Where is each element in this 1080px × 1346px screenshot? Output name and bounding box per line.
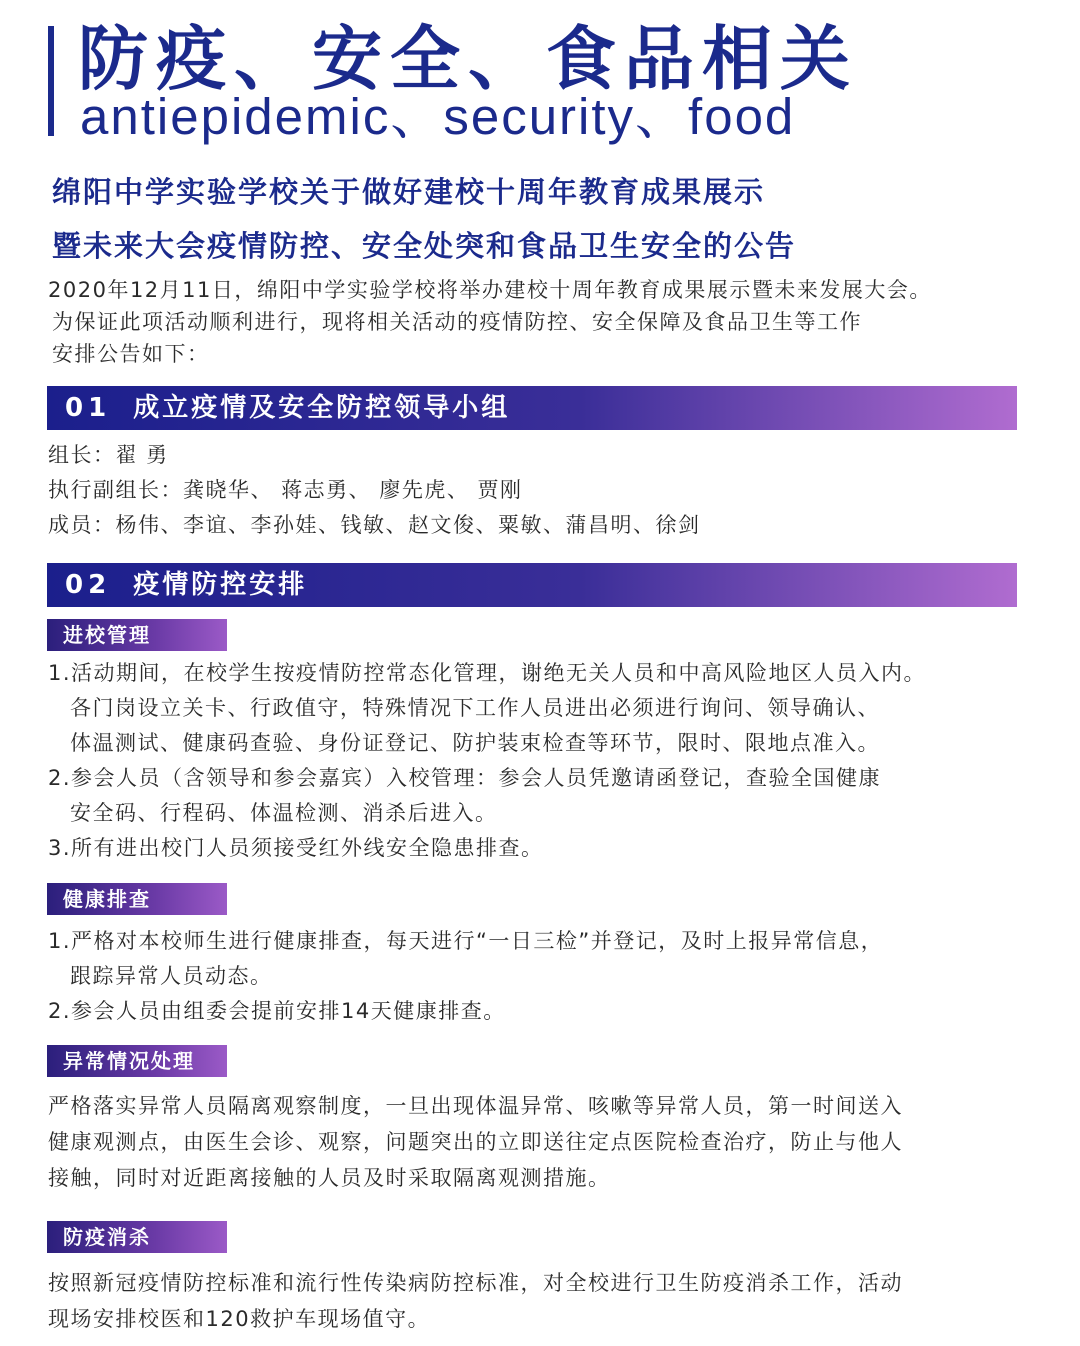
intro-paragraph <box>48 274 932 370</box>
paragraph-line: 接触，同时对近距离接触的人员及时采取隔离观测措施。 <box>48 1166 611 1190</box>
subsection-tag-abnormal: 异常情况处理 <box>47 1045 227 1077</box>
paragraph-line: 按照新冠疫情防控标准和流行性传染病防控标准，对全校进行卫生防疫消杀工作，活动 <box>48 1271 903 1295</box>
subsection-tag-entry: 进校管理 <box>47 619 227 651</box>
abnormal-paragraph <box>48 1088 903 1196</box>
list-item-cont: 跟踪异常人员动态。 <box>70 964 273 988</box>
section-number: 02 <box>65 570 112 600</box>
members-line: 成员：杨伟、李谊、李孙娃、钱敏、赵文俊、粟敏、蒲昌明、徐剑 <box>48 513 701 537</box>
intro-line: 为保证此项活动顺利进行，现将相关活动的疫情防控、安全保障及食品卫生等工作 <box>52 310 862 334</box>
list-item: 1.严格对本校师生进行健康排查，每天进行“一日三检”并登记，及时上报异常信息， <box>48 929 884 953</box>
list-item: 2.参会人员由组委会提前安排14天健康排查。 <box>48 999 506 1023</box>
leader-line: 组长：翟 勇 <box>48 443 169 467</box>
section-bar-leadership <box>47 386 1017 430</box>
intro-line: 2020年12月11日，绵阳中学实验学校将举办建校十周年教育成果展示暨未来发展大会。 <box>48 278 932 302</box>
list-item-cont: 体温测试、健康码查验、身份证登记、防护装束检查等环节，限时、限地点准入。 <box>70 731 880 755</box>
subsection-tag-disinfect: 防疫消杀 <box>47 1221 227 1253</box>
page-subtitle-en: antiepidemic、security、food <box>80 88 796 145</box>
paragraph-line: 健康观测点，由医生会诊、观察，问题突出的立即送往定点医院检查治疗，防止与他人 <box>48 1130 903 1154</box>
list-item-cont: 各门岗设立关卡、行政值守，特殊情况下工作人员进出必须进行询问、领导确认、 <box>70 696 880 720</box>
list-item: 1.活动期间，在校学生按疫情防控常态化管理，谢绝无关人员和中高风险地区人员入内。 <box>48 661 927 685</box>
header-accent-bar <box>48 26 54 136</box>
health-list <box>48 924 883 1029</box>
intro-line: 安排公告如下： <box>52 342 210 366</box>
section-number: 01 <box>65 393 112 423</box>
list-item: 2.参会人员（含领导和参会嘉宾）入校管理：参会人员凭邀请函登记，查验全国健康 <box>48 766 882 790</box>
list-item-cont: 安全码、行程码、体温检测、消杀后进入。 <box>70 801 498 825</box>
list-item: 3.所有进出校门人员须接受红外线安全隐患排查。 <box>48 836 544 860</box>
section-title: 成立疫情及安全防控领导小组 <box>133 393 511 423</box>
entry-list <box>48 656 926 866</box>
disinfect-paragraph <box>48 1265 903 1337</box>
page-header <box>48 18 1028 145</box>
leadership-list <box>48 438 701 543</box>
section-bar-epidemic <box>47 563 1017 607</box>
paragraph-line: 现场安排校医和120救护车现场值守。 <box>48 1307 431 1331</box>
paragraph-line: 严格落实异常人员隔离观察制度，一旦出现体温异常、咳嗽等异常人员，第一时间送入 <box>48 1094 903 1118</box>
announcement-title-line1: 绵阳中学实验学校关于做好建校十周年教育成果展示 <box>52 175 766 209</box>
subsection-tag-health: 健康排查 <box>47 883 227 915</box>
vice-leader-line: 执行副组长：龚晓华、 蒋志勇、 廖先虎、 贾刚 <box>48 478 523 502</box>
section-title: 疫情防控安排 <box>133 570 308 600</box>
page-title: 防疫、安全、食品相关 <box>78 18 858 100</box>
announcement-title-line2: 暨未来大会疫情防控、安全处突和食品卫生安全的公告 <box>52 229 797 263</box>
